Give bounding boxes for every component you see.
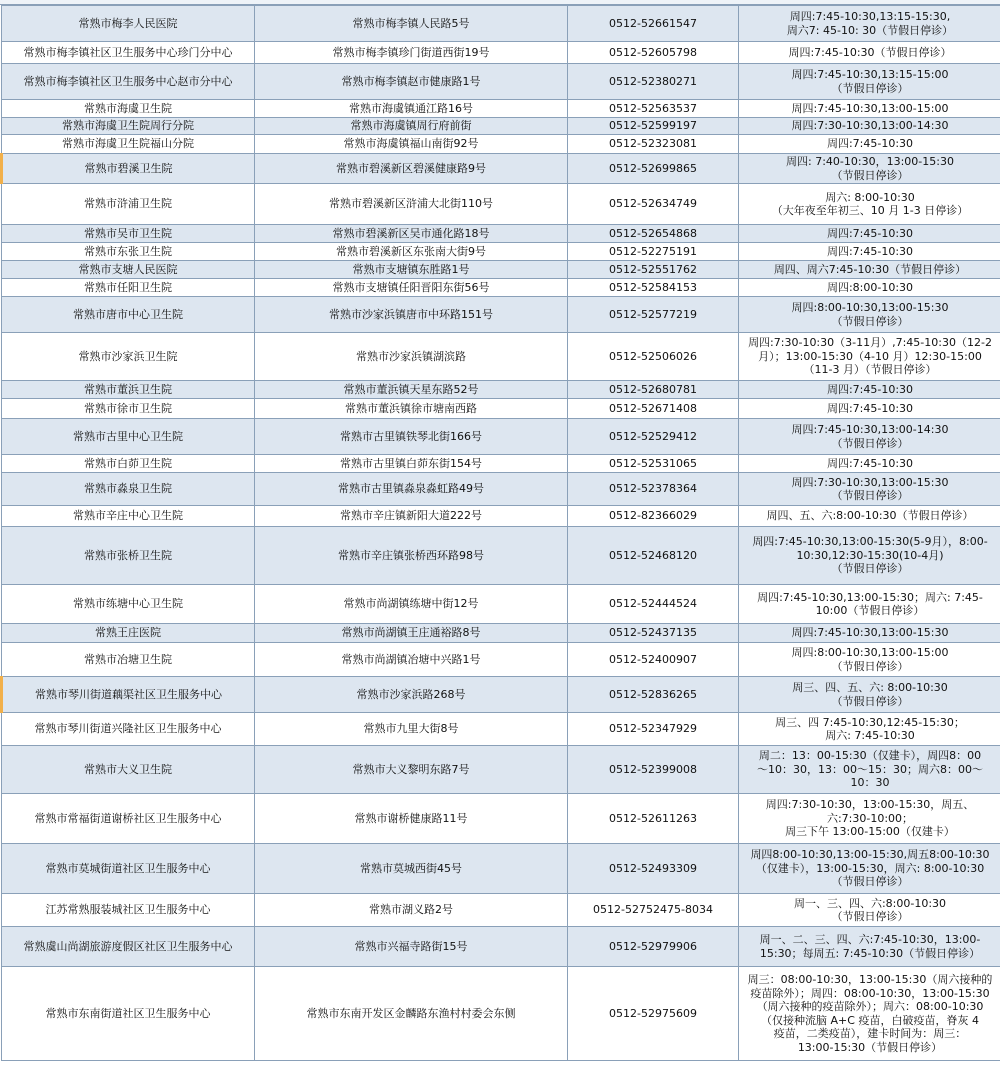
clinic-address-cell: 常熟市东南开发区金麟路东渔村村委会东侧 (255, 967, 568, 1061)
hours-line: 周四、五、六:8:00-10:30（节假日停诊） (766, 509, 974, 523)
clinic-address-cell: 常熟市湖义路2号 (255, 894, 568, 927)
table-row (2, 225, 1000, 243)
table-row (2, 455, 1000, 473)
table-row (2, 967, 1000, 1061)
clinic-hours-cell (739, 333, 1000, 381)
clinic-address-cell: 常熟市古里镇白茆东街154号 (255, 455, 568, 473)
clinic-address-cell: 常熟市董浜镇天星东路52号 (255, 381, 568, 399)
table-row (2, 118, 1000, 135)
table-row (2, 844, 1000, 894)
clinic-address-cell: 常熟市沙家浜镇湖滨路 (255, 333, 568, 381)
hours-line: （节假日停诊） (831, 659, 909, 673)
clinic-name-cell: 常熟市大义卫生院 (2, 746, 255, 794)
clinic-name-cell: 常熟市董浜卫生院 (2, 381, 255, 399)
clinic-address-cell: 常熟市海虞镇福山南街92号 (255, 135, 568, 154)
clinic-name-cell: 常熟市白茆卫生院 (2, 455, 255, 473)
clinic-name-cell: 常熟市练塘中心卫生院 (2, 585, 255, 624)
clinic-phone-cell: 0512-52836265 (568, 677, 739, 713)
clinic-hours-cell (739, 279, 1000, 297)
clinic-phone-cell: 0512-52378364 (568, 473, 739, 506)
hours-line: 周四:7:45-10:30,13:00-15:30(5-9月），8:00- (752, 535, 988, 549)
clinic-name-cell: 常熟市沙家浜卫生院 (2, 333, 255, 381)
clinic-address-cell: 常熟市九里大街8号 (255, 713, 568, 746)
clinic-hours-cell (739, 118, 1000, 135)
clinic-hours-cell (739, 419, 1000, 455)
clinic-name-cell: 江苏常熟服装城社区卫生服务中心 (2, 894, 255, 927)
clinic-hours-cell (739, 643, 1000, 677)
table-row (2, 506, 1000, 527)
clinic-name-cell: 常熟市琴川街道兴隆社区卫生服务中心 (2, 713, 255, 746)
table-row (2, 746, 1000, 794)
clinic-phone-cell: 0512-52605798 (568, 42, 739, 64)
clinic-name-cell: 常熟市东南街道社区卫生服务中心 (2, 967, 255, 1061)
hours-line: 周三、四、五、六: 8:00-10:30 (792, 681, 948, 694)
clinic-phone-cell: 0512-52506026 (568, 333, 739, 381)
clinic-address-cell: 常熟市碧溪新区浒浦大北街110号 (255, 184, 568, 225)
hours-line: 周六7: 45-10: 30（节假日停诊） (786, 23, 954, 37)
hours-line: （大年夜至年初三、10 月 1-3 日停诊） (771, 204, 969, 217)
hours-line: 周二：13：00-15:30（仅建卡），周四8：00 (758, 749, 982, 763)
hours-line: 周六: 7:45-10:30 (825, 729, 915, 742)
table-row (2, 643, 1000, 677)
clinic-name-cell: 常熟市梅李镇社区卫生服务中心赵市分中心 (2, 64, 255, 100)
clinic-hours-cell (739, 135, 1000, 154)
clinic-hours-cell (739, 399, 1000, 419)
clinic-address-cell: 常熟市海虞镇周行府前街 (255, 118, 568, 135)
clinic-phone-cell: 0512-52671408 (568, 399, 739, 419)
clinic-name-cell: 常熟市琴川街道藕渠社区卫生服务中心 (2, 677, 255, 713)
clinic-phone-cell: 0512-82366029 (568, 506, 739, 527)
hours-line: 六:7:30-10:00； (826, 811, 914, 825)
clinic-phone-cell: 0512-52975609 (568, 967, 739, 1061)
table-row (2, 64, 1000, 100)
clinic-address-cell: 常熟市碧溪新区碧溪健康路9号 (255, 154, 568, 184)
table-row (2, 297, 1000, 333)
clinic-phone-cell: 0512-52611263 (568, 794, 739, 844)
hours-line: 周一、三、四、六:8:00-10:30 (793, 896, 947, 910)
table-row (2, 184, 1000, 225)
table-row (2, 894, 1000, 927)
clinic-phone-cell: 0512-52400907 (568, 643, 739, 677)
clinic-phone-cell: 0512-52699865 (568, 154, 739, 184)
clinic-address-cell: 常熟市尚湖镇王庄通裕路8号 (255, 624, 568, 643)
table-row (2, 279, 1000, 297)
hours-line: （节假日停诊） (831, 489, 909, 502)
hours-line: 周四:8:00-10:30,13:00-15:00 (791, 646, 949, 659)
clinic-name-cell: 常熟市浒浦卫生院 (2, 184, 255, 225)
hours-line: 15:30；每周五: 7:45-10:30（节假日停诊） (759, 946, 981, 960)
hours-line: 周四:7:45-10:30 (826, 456, 914, 470)
clinic-address-cell: 常熟市梅李镇人民路5号 (255, 6, 568, 42)
hours-line: 10:30,12:30-15:30(10-4月) (796, 548, 944, 562)
hours-line: 周四:7:45-10:30,13:15-15:30, (789, 10, 951, 23)
clinic-name-cell: 常熟市海虞卫生院 (2, 100, 255, 118)
clinic-name-cell: 常熟市海虞卫生院福山分院 (2, 135, 255, 154)
hours-line: 周四:7:45-10:30,13:00-14:30 (791, 423, 949, 436)
clinic-phone-cell: 0512-52577219 (568, 297, 739, 333)
clinic-hours-cell (739, 927, 1000, 967)
clinic-hours-cell (739, 967, 1000, 1061)
clinic-name-cell: 常熟市支塘人民医院 (2, 261, 255, 279)
hours-line: 周四:7:30-10:30,13:00-14:30 (791, 119, 949, 133)
hours-line: ～10：30，13：00～15：30；周六8：00～ (757, 762, 983, 776)
clinic-name-cell: 常熟虞山尚湖旅游度假区社区卫生服务中心 (2, 927, 255, 967)
table-row (2, 473, 1000, 506)
clinic-phone-cell: 0512-52529412 (568, 419, 739, 455)
clinic-hours-cell (739, 585, 1000, 624)
clinic-hours-cell (739, 381, 1000, 399)
hours-line: 周四:7:45-10:30,13:00-15:00 (791, 101, 949, 115)
table-row (2, 585, 1000, 624)
clinic-address-cell: 常熟市沙家浜路268号 (255, 677, 568, 713)
clinic-hours-cell (739, 844, 1000, 894)
clinic-name-cell: 常熟市辛庄中心卫生院 (2, 506, 255, 527)
clinic-hours-cell (739, 794, 1000, 844)
clinic-name-cell: 常熟市冶塘卫生院 (2, 643, 255, 677)
table-row (2, 419, 1000, 455)
clinic-name-cell: 常熟市梅李镇社区卫生服务中心珍门分中心 (2, 42, 255, 64)
clinic-phone-cell: 0512-52599197 (568, 118, 739, 135)
clinic-address-cell: 常熟市古里镇铁琴北街166号 (255, 419, 568, 455)
clinic-hours-cell (739, 624, 1000, 643)
clinic-table (0, 5, 1000, 1061)
clinic-address-cell: 常熟市支塘镇东胜路1号 (255, 261, 568, 279)
clinic-address-cell: 常熟市海虞镇通江路16号 (255, 100, 568, 118)
hours-line: 周三：08:00-10:30，13:00-15:30（周六接种的 (747, 973, 993, 986)
hours-line: （节假日停诊） (831, 168, 909, 182)
clinic-address-cell: 常熟市梅李镇珍门街道西街19号 (255, 42, 568, 64)
clinic-phone-cell: 0512-52551762 (568, 261, 739, 279)
clinic-address-cell: 常熟市沙家浜镇唐市中环路151号 (255, 297, 568, 333)
clinic-name-cell: 常熟市莫城街道社区卫生服务中心 (2, 844, 255, 894)
hours-line: 周四:7:45-10:30 (826, 244, 914, 258)
clinic-hours-cell (739, 506, 1000, 527)
clinic-phone-cell: 0512-52563537 (568, 100, 739, 118)
hours-line: 周四:7:45-10:30 (826, 382, 914, 396)
clinic-address-cell: 常熟市兴福寺路街15号 (255, 927, 568, 967)
hours-line: 周四:7:45-10:30,13:15-15:00 (791, 68, 949, 81)
clinic-hours-cell (739, 713, 1000, 746)
clinic-name-cell: 常熟市碧溪卫生院 (2, 154, 255, 184)
hours-line: 周三下午 13:00-15:00（仅建卡） (785, 825, 955, 839)
hours-line: 周四8:00-10:30,13:00-15:30,周五8:00-10:30 (750, 848, 990, 862)
hours-line: 周四:7:45-10:30（节假日停诊） (788, 45, 952, 59)
hours-line: 疫苗除外）；周四：08:00-10:30，13:00-15:30 (750, 986, 990, 1000)
hours-line: 10：30 (850, 776, 890, 790)
clinic-hours-cell (739, 297, 1000, 333)
hours-line: 周四:8:00-10:30,13:00-15:30 (791, 301, 949, 314)
table-row (2, 333, 1000, 381)
hours-line: 周四:7:30-10:30（3-11月）,7:45-10:30（12-2 (748, 336, 992, 350)
clinic-phone-cell: 0512-52634749 (568, 184, 739, 225)
hours-line: （节假日停诊） (831, 562, 909, 576)
clinic-hours-cell (739, 261, 1000, 279)
clinic-address-cell: 常熟市辛庄镇张桥西环路98号 (255, 527, 568, 585)
hours-line: 周四、周六7:45-10:30（节假日停诊） (773, 262, 967, 276)
clinic-name-cell: 常熟市常福街道谢桥社区卫生服务中心 (2, 794, 255, 844)
clinic-phone-cell: 0512-52444524 (568, 585, 739, 624)
clinic-phone-cell: 0512-52661547 (568, 6, 739, 42)
clinic-phone-cell: 0512-52493309 (568, 844, 739, 894)
clinic-phone-cell: 0512-52399008 (568, 746, 739, 794)
hours-line: 月）；13:00-15:30（4-10 月）12:30-15:00 (758, 349, 982, 363)
clinic-phone-cell: 0512-52979906 (568, 927, 739, 967)
hours-line: 周六: 8:00-10:30 (825, 190, 915, 204)
hours-line: （节假日停诊） (831, 314, 909, 328)
table-row (2, 261, 1000, 279)
table-row (2, 243, 1000, 261)
clinic-hours-cell (739, 184, 1000, 225)
clinic-phone-cell: 0512-52323081 (568, 135, 739, 154)
hours-line: （周六接种的疫苗除外）；周六：08:00-10:30 (756, 1000, 984, 1013)
hours-line: 周三、四 7:45-10:30,12:45-15:30； (775, 715, 965, 729)
clinic-address-cell: 常熟市碧溪新区吴市通化路18号 (255, 225, 568, 243)
hours-line: （节假日停诊） (831, 436, 909, 450)
clinic-name-cell: 常熟市古里中心卫生院 (2, 419, 255, 455)
clinic-phone-cell: 0512-52347929 (568, 713, 739, 746)
clinic-phone-cell: 0512-52584153 (568, 279, 739, 297)
table-row (2, 381, 1000, 399)
clinic-phone-cell: 0512-52654868 (568, 225, 739, 243)
clinic-name-cell: 常熟市唐市中心卫生院 (2, 297, 255, 333)
hours-line: 周四:7:45-10:30 (826, 137, 914, 151)
table-row (2, 677, 1000, 713)
clinic-phone-cell: 0512-52380271 (568, 64, 739, 100)
clinic-address-cell: 常熟市辛庄镇新阳大道222号 (255, 506, 568, 527)
hours-line: （节假日停诊） (831, 910, 909, 923)
clinic-hours-cell (739, 64, 1000, 100)
clinic-hours-cell (739, 527, 1000, 585)
table-row (2, 100, 1000, 118)
clinic-hours-cell (739, 6, 1000, 42)
clinic-phone-cell: 0512-52531065 (568, 455, 739, 473)
clinic-address-cell: 常熟市谢桥健康路11号 (255, 794, 568, 844)
clinic-name-cell: 常熟王庄医院 (2, 624, 255, 643)
hours-line: 周四:7:45-10:30 (826, 401, 914, 415)
table-row (2, 624, 1000, 643)
clinic-name-cell: 常熟市吴市卫生院 (2, 225, 255, 243)
hours-line: （仅接种流脑 A+C 疫苗，白破疫苗，脊灰 4 (761, 1013, 979, 1027)
clinic-name-cell: 常熟市任阳卫生院 (2, 279, 255, 297)
clinic-address-cell: 常熟市尚湖镇冶塘中兴路1号 (255, 643, 568, 677)
clinic-name-cell: 常熟市张桥卫生院 (2, 527, 255, 585)
clinic-table-body (2, 6, 1000, 1061)
hours-line: （节假日停诊） (831, 875, 909, 889)
clinic-address-cell: 常熟市碧溪新区东张南大街9号 (255, 243, 568, 261)
clinic-hours-cell (739, 677, 1000, 713)
hours-line: 疫苗，二类疫苗），建卡时间为：周三： (773, 1027, 967, 1040)
clinic-phone-cell: 0512-52680781 (568, 381, 739, 399)
hours-line: 周四:7:45-10:30,13:00-15:30；周六: 7:45- (757, 590, 983, 604)
table-row (2, 713, 1000, 746)
hours-line: （节假日停诊） (831, 694, 909, 708)
hours-line: 周四:7:30-10:30，13:00-15:30，周五、 (765, 798, 975, 812)
table-row (2, 927, 1000, 967)
hours-line: （11-3 月）（节假日停诊） (803, 363, 937, 377)
hours-line: 周四:7:30-10:30,13:00-15:30 (791, 475, 949, 489)
clinic-address-cell: 常熟市梅李镇赵市健康路1号 (255, 64, 568, 100)
hours-line: 周四:7:45-10:30 (826, 226, 914, 240)
clinic-phone-cell: 0512-52752475-8034 (568, 894, 739, 927)
hours-line: 13:00-15:30（节假日停诊） (797, 1040, 943, 1054)
clinic-address-cell: 常熟市支塘镇任阳晋阳东街56号 (255, 279, 568, 297)
hours-line: 周一、二、三、四、六:7:45-10:30，13:00- (759, 933, 981, 946)
clinic-hours-cell (739, 154, 1000, 184)
hours-line: 周四:7:45-10:30,13:00-15:30 (791, 626, 949, 640)
table-row (2, 6, 1000, 42)
clinic-hours-cell (739, 100, 1000, 118)
table-row (2, 42, 1000, 64)
hours-line: 周四:8:00-10:30 (826, 280, 914, 294)
clinic-name-cell: 常熟市徐市卫生院 (2, 399, 255, 419)
hours-line: 10:00（节假日停诊） (815, 604, 925, 617)
clinic-name-cell: 常熟市梅李人民医院 (2, 6, 255, 42)
clinic-name-cell: 常熟市淼泉卫生院 (2, 473, 255, 506)
table-row (2, 399, 1000, 419)
clinic-name-cell: 常熟市东张卫生院 (2, 243, 255, 261)
hours-line: （仅建卡），13:00-15:30，周六: 8:00-10:30 (755, 861, 985, 875)
clinic-address-cell: 常熟市大义黎明东路7号 (255, 746, 568, 794)
clinic-name-cell: 常熟市海虞卫生院周行分院 (2, 118, 255, 135)
clinic-phone-cell: 0512-52468120 (568, 527, 739, 585)
clinic-phone-cell: 0512-52275191 (568, 243, 739, 261)
clinic-hours-cell (739, 42, 1000, 64)
table-row (2, 154, 1000, 184)
clinic-address-cell: 常熟市古里镇淼泉淼虹路49号 (255, 473, 568, 506)
clinic-address-cell: 常熟市董浜镇徐市塘南西路 (255, 399, 568, 419)
clinic-hours-cell (739, 243, 1000, 261)
clinic-hours-cell (739, 473, 1000, 506)
clinic-hours-cell (739, 746, 1000, 794)
clinic-hours-cell (739, 225, 1000, 243)
clinic-hours-cell (739, 894, 1000, 927)
clinic-address-cell: 常熟市莫城西街45号 (255, 844, 568, 894)
hours-line: 周四: 7:40-10:30，13:00-15:30 (786, 155, 954, 168)
table-row (2, 135, 1000, 154)
clinic-hours-cell (739, 455, 1000, 473)
clinic-address-cell: 常熟市尚湖镇练塘中街12号 (255, 585, 568, 624)
table-row (2, 794, 1000, 844)
table-row (2, 527, 1000, 585)
hours-line: （节假日停诊） (831, 81, 909, 95)
clinic-phone-cell: 0512-52437135 (568, 624, 739, 643)
